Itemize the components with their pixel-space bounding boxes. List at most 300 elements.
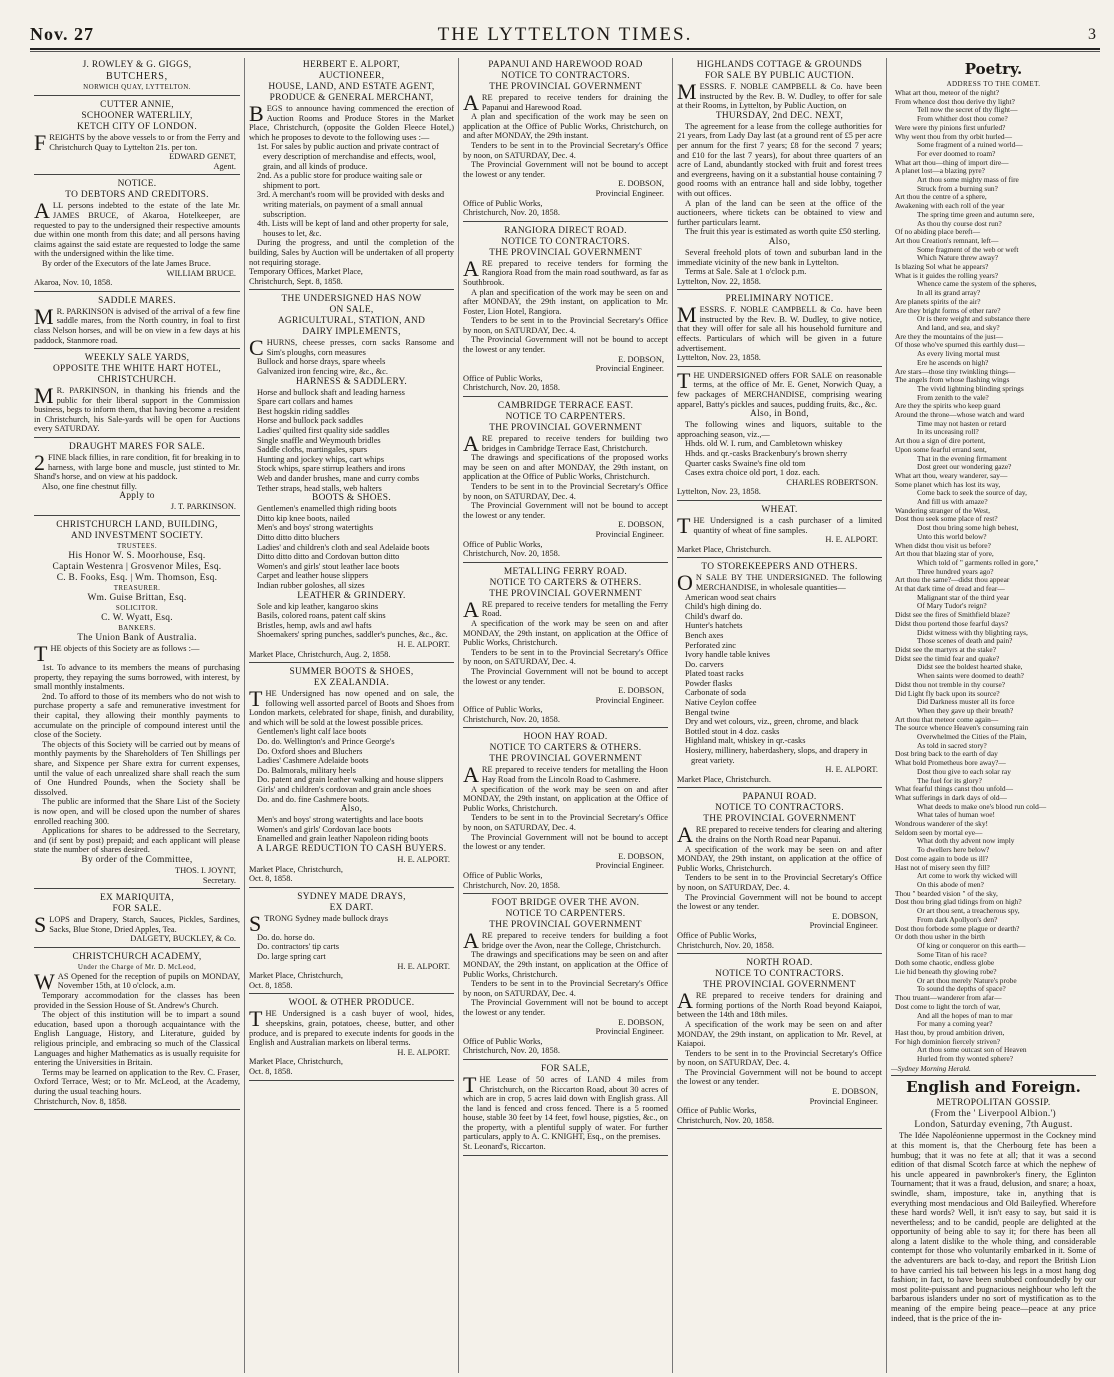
poem-line: The spring time green and autumn sere,: [917, 209, 1035, 219]
ad-heading: THE PROVINCIAL GOVERNMENT: [703, 980, 856, 991]
ad-draught-mares: [34, 440, 240, 516]
poem-line: From whither dost thou come?: [917, 114, 1008, 124]
poem-line: Or art thou merely Nature's probe: [917, 975, 1017, 985]
poem-line: Were were thy pinions first unfurled?: [895, 122, 1006, 132]
drop-cap: O: [677, 570, 693, 596]
ad-ex-mariquita: [34, 891, 240, 948]
list-line: Horse and bullock shaft and leading harness: [257, 387, 405, 397]
list-line: Horse and bullock pack saddles: [257, 416, 364, 426]
ad-body: ARE prepared to receive tenders for clearing and altering the drains on the North Road near Papanui.: [677, 822, 882, 848]
poem-line: Upon some fearful errand sent,: [895, 444, 987, 454]
ad-tender-6: [463, 896, 668, 1060]
ad-heading: SUMMER BOOTS & SHOES,: [289, 667, 414, 678]
poem-line: Whence came the system of the spheres,: [917, 279, 1037, 289]
ad-body: BEGS to announce having commenced the erection of Auction Rooms and Produce Stores in the Market Place, Christchurch, (opposite the Golden Fleece Hotel,) which he proposes to devote to the following uses :—: [249, 101, 454, 142]
drop-cap: M: [677, 79, 697, 104]
poem-line: And fill us with amaze?: [917, 497, 988, 507]
poem-line: Awakening with each roll of the year: [895, 201, 1005, 211]
poem-line: Dost thou bring some high behest,: [917, 523, 1019, 533]
list-line: Ditto ditto ditto bluchers: [257, 532, 340, 542]
ad-paragraph: The Provincial Government will not be bound to accept the lowest or any tender.: [463, 501, 668, 520]
poem-line: Time may not hasten or retard: [917, 418, 1007, 428]
list-line: Child's high dining do.: [685, 602, 762, 612]
ad-paragraph: The public are informed that the Share List of the Society is now open, and will be closed upon the number of shares enrolled reaching 300.: [34, 797, 240, 826]
poem-line: Art thou Creation's remnant, left—: [895, 235, 999, 245]
ad-signature-title: Provincial Engineer.: [595, 861, 664, 871]
ad-address: Office of Public Works,: [463, 871, 543, 880]
section-label: TRUSTEES.: [117, 542, 157, 551]
ad-date: Lyttelton, Nov. 23, 1858.: [677, 487, 761, 497]
ad-storekeepers: [677, 560, 882, 788]
ad-paragraph: Tenders to be sent in to the Provincial Secretary's Office by noon, on SATURDAY, Dec. 4.: [677, 1048, 882, 1068]
ad-body: MESSRS. F. NOBLE CAMPBELL & Co. have been instructed by the Rev. B. W. Dudley, to offer for sale at their Rooms, in Lyttelton, by Public Auction, on: [677, 79, 882, 111]
poem-line: From zenith to the vale?: [917, 392, 989, 402]
poem-line: Seldom seen by mortal eye—: [895, 827, 983, 837]
poem-line: Didst see the timid fear and quake?: [895, 653, 1000, 663]
ad-heading: NOTICE TO CARTERS & OTHERS.: [489, 577, 642, 588]
poem-line: When didst thou visit us before?: [895, 540, 991, 550]
ad-signature: J. T. PARKINSON.: [170, 502, 236, 512]
ad-signature-title: Provincial Engineer.: [595, 364, 664, 374]
ad-also: Also,: [340, 804, 363, 815]
ad-body: STRONG Sydney made bullock drays: [249, 910, 388, 936]
ad-heading: A LARGE REDUCTION TO CASH BUYERS.: [256, 844, 447, 854]
ad-body: FREIGHTS by the above vessels to or from the Ferry and Christchurch Quay to Lyttelton 21s. per ton.: [34, 130, 240, 155]
list-line: Men's and boys' strong watertights: [257, 523, 374, 533]
list-line: Women's and girls' stout leather lace boots: [257, 561, 400, 571]
poem-line: Didst see the boldest hearted shake,: [917, 662, 1023, 672]
list-line: 2nd. As a public store for produce waiting sale or shipment to port.: [257, 171, 423, 190]
drop-cap: C: [249, 335, 264, 361]
ad-address: Market Place, Christchurch,: [249, 971, 343, 981]
ad-land-for-sale: [463, 1062, 668, 1156]
ad-paragraph: Terms may be learned on application to the Rev. C. Fraser, Oxford Terrace, West; or to Mr. McLeod, at the Academy, during the usual teaching hours.: [34, 1067, 240, 1096]
list-line: Plated toast racks: [685, 669, 744, 679]
poem-line: What tales of human woe!: [917, 810, 995, 820]
ad-heading: HIGHLANDS COTTAGE & GROUNDS: [696, 60, 863, 70]
solicitor: C. W. Wyatt, Esq.: [101, 613, 173, 624]
ad-signature-title: Provincial Engineer.: [809, 1096, 878, 1106]
list-line: Men's and boys' strong watertights and lace boots: [257, 815, 424, 825]
poem-line: Hast thou, by proud ambition driven,: [895, 1027, 1005, 1037]
ad-heading: RANGIORA DIRECT ROAD.: [504, 225, 627, 236]
poem-line: Come back to seek the source of day,: [917, 488, 1027, 498]
list-line: American wood seat chairs: [685, 592, 776, 602]
drop-cap: F: [34, 130, 47, 155]
poem-line: Dost bring back to the earth of day: [895, 749, 998, 759]
poem-line: Didst see the martyrs at the stake?: [895, 645, 996, 654]
poem-line: Of no abiding place bereft—: [895, 227, 980, 237]
ad-signature: E. DOBSON,: [832, 911, 878, 921]
poem-line: Didst witness with thy blighting rays,: [917, 627, 1028, 637]
ad-heading: SYDNEY MADE DRAYS,: [297, 891, 406, 902]
list-line: Quarter casks Swaine's fine old tom: [685, 458, 806, 468]
list-line: Hunter's hatchets: [685, 621, 743, 631]
poem-line: Are planets spirits of the air?: [895, 296, 981, 306]
poem-line: Which Nature threw away?: [917, 253, 999, 263]
list-line: Hunting and jockey whips, cart whips: [257, 454, 384, 464]
poem-line: What bold Prometheus bore away?—: [895, 758, 1006, 768]
ad-heading: TO DEBTORS AND CREDITORS.: [65, 190, 209, 201]
poem-line: Struck from a burning sun?: [917, 183, 998, 193]
ad-date: Christchurch, Nov. 20, 1858.: [463, 880, 560, 890]
poem-line: In its unceasing roll?: [917, 427, 979, 437]
poem-source: —Sydney Morning Herald.: [891, 1064, 1096, 1077]
poem-line: Art thou a sign of dire portent,: [895, 436, 986, 446]
list-line: Do. Oxford shoes and Bluchers: [257, 746, 363, 756]
ad-tender-2: [463, 224, 668, 397]
ad-paragraph: The Provincial Government will not be bound to accept the lowest or any tender.: [463, 160, 668, 179]
list-line: Child's dwarf do.: [685, 611, 743, 621]
ad-body: ARE prepared to receive tenders for draining the Papanui and Harewood Road.: [463, 90, 668, 115]
ad-heading: THE PROVINCIAL GOVERNMENT: [489, 920, 642, 931]
ad-date: Christchurch, Nov. 20, 1858.: [677, 940, 774, 950]
ad-body: M R. PARKINSON, in thanking his friends and the public for their liberal support in the Commission business, begs to inform them, that having become a resident in Christchurch, his Sale-yards will be open for Auctions every SATURDAY.: [34, 383, 240, 434]
ad-paragraph: The Provincial Government will not be bound to accept the lowest or any tender.: [463, 335, 668, 355]
list-line: 4th. Lists will be kept of land and other property for sale, houses to let, &c.: [257, 219, 449, 238]
column-5: [886, 58, 1100, 1373]
poem-line: Are stars—those tiny twinkling things—: [895, 366, 1016, 376]
section-label: BANKERS.: [118, 624, 156, 633]
ad-paragraph: The Provincial Government will not be bound to accept the lowest or any tender.: [463, 832, 668, 852]
ad-date: Oct. 8, 1858.: [249, 980, 293, 990]
list-line: Ladies' Cashmere Adelaide boots: [257, 756, 369, 766]
ad-heading: HOON HAY ROAD.: [523, 732, 608, 743]
list-line: Dry and wet colours, viz., green, chrome, and black: [685, 717, 859, 727]
list-line: Web and dander brushes, mane and curry combs: [257, 474, 420, 483]
drop-cap: A: [677, 822, 693, 848]
ad-date: Christchurch, Nov. 20, 1858.: [463, 714, 560, 724]
list-line: Hhds. old W. I. rum, and Cambletown whiskey: [685, 439, 843, 449]
ad-heading: FOR SALE,: [540, 1063, 591, 1074]
list-line: Bench axes: [685, 630, 724, 640]
poem-line: Did Light fly back upon its source?: [895, 688, 1000, 698]
ad-paragraph: Also, one fine chestnut filly.: [42, 481, 137, 491]
ad-saddle-mares: [34, 294, 240, 349]
ad-paragraph: 1st. To advance to its members the means of purchasing property, they repaying the sums borrowed, with interest, by small monthly instalments.: [34, 663, 240, 692]
poem: [891, 89, 1096, 1064]
ad-body: CHURNS, cheese presses, corn sacks Ransome and Sim's ploughs, corn measures: [249, 335, 454, 361]
ad-heading: NORTH ROAD.: [746, 958, 813, 969]
list-line: Native Ceylon coffee: [685, 698, 757, 708]
ad-butchers: [34, 58, 240, 96]
poem-line: Art thou some mighty mass of fire: [917, 175, 1019, 185]
poetry-section-title: Poetry.: [964, 60, 1023, 78]
ad-address: Office of Public Works,: [463, 1036, 543, 1046]
ad-signature: EDWARD GENET,: [169, 152, 236, 162]
ad-date: Christchurch, Nov. 20, 1858.: [463, 208, 560, 218]
ad-heading: FOR SALE BY PUBLIC AUCTION.: [704, 71, 855, 81]
poem-line: Dost thou seek some place of rest?: [895, 514, 998, 524]
ad-paragraph: The drawings and specifications of the proposed works may be seen on and after MONDAY, the 29th instant, on application at the Office of Public Works, Christchurch.: [463, 453, 668, 482]
ad-christchurch-academy: [34, 950, 240, 1110]
ad-paragraph: 2nd. To afford to those of its members who do not wish to purchase property a safe and remunerative investment for their capital, they allowing their monthly payments to accumulate on the principle of compound interest until the close of the Society.: [34, 691, 240, 740]
poem-line: Did Darkness muster all its force: [917, 697, 1015, 707]
ad-heading: HARNESS & SADDLERY.: [295, 376, 407, 387]
poem-line: Dost thou give to each solar ray: [917, 766, 1011, 776]
poem-line: Dost come to light the torch of war,: [895, 1001, 1001, 1011]
poem-line: For high dominion fiercely striven?: [895, 1036, 1001, 1046]
ad-address: St. Leonard's, Riccarton.: [463, 1142, 546, 1152]
list-line: Do. patent and grain leather walking and house slippers: [257, 775, 444, 785]
ad-signature: DALGETY, BUCKLEY, & Co.: [130, 934, 236, 944]
ad-heading: AND INVESTMENT SOCIETY.: [70, 531, 204, 542]
list-line: Ivory handle table knives: [685, 650, 770, 660]
ad-signature-title: Provincial Engineer.: [809, 921, 878, 931]
poem-line: That in the evening firmament: [917, 453, 1007, 463]
poem-line: The vivid lightning blinding springs: [917, 383, 1024, 393]
list-line: Saddle cloths, martingales, spurs: [257, 445, 368, 455]
ad-signature-title: Provincial Engineer.: [595, 1027, 664, 1037]
drop-cap: A: [463, 431, 479, 457]
ad-signature-title: Secretary.: [202, 875, 236, 885]
list-line: Spare cart collars and hames: [257, 397, 353, 407]
poem-line: Art thou that meteor come again—: [895, 714, 999, 724]
ad-heading: NOTICE TO CARPENTERS.: [505, 909, 626, 920]
ad-heading: CHRISTCHURCH.: [97, 375, 177, 386]
ad-heading: NOTICE TO CONTRACTORS.: [715, 803, 844, 814]
ad-heading: THE PROVINCIAL GOVERNMENT: [489, 82, 642, 92]
ad-body: ARE prepared to receive tenders for building two bridges in Cambridge Terrace East, Christchurch.: [463, 431, 668, 457]
ad-wool-produce: [249, 996, 454, 1080]
poem-line: Hast not of misery seen thy fill?: [895, 862, 990, 872]
ad-date: Christchurch, Nov. 20, 1858.: [463, 383, 560, 393]
masthead: [30, 24, 1100, 46]
ad-heading: PAPANUI AND HAREWOOD ROAD: [488, 60, 643, 70]
ad-date: Oct. 8, 1858.: [249, 874, 293, 884]
ad-debtors-creditors: [34, 177, 240, 291]
list-line: 3rd. A merchant's room will be provided with desks and writing materials, on payment of a small annual subscription.: [257, 190, 445, 219]
list-line: Cases extra choice old port, 1 doz. each.: [685, 468, 820, 478]
ad-heading: PRODUCE & GENERAL MERCHANT,: [269, 93, 434, 103]
drop-cap: T: [677, 367, 691, 393]
poem-line: To sound the depths of space?: [917, 984, 1006, 994]
ad-paragraph: The objects of this Society will be carried out by means of monthly payments by the Shareholders of Ten Shillings per share, and Sixpence per Share extra for current expenses, until the value of each unrealized share shall reach the sum of One Hundred Pounds, when the Society shall be dissolved.: [34, 739, 240, 797]
list-line: Ladies' quilted first quality side saddles: [257, 426, 390, 436]
poem-line: Art thou some outcast son of Heaven: [917, 1045, 1027, 1055]
ad-paragraph: The Provincial Government will not be bound to accept the lowest or any tender.: [463, 666, 668, 686]
ad-papanui-road: [677, 790, 882, 954]
ad-signature: E. DOBSON,: [618, 354, 664, 364]
column-1: [30, 58, 244, 1373]
ad-body: ARE prepared to receive tenders for metalling the Ferry Road.: [463, 596, 668, 622]
ad-body: ALL persons indebted to the estate of the late Mr. JAMES BRUCE, of Akaroa, Hotelkeeper, are requested to pay to the undersigned their respective amounts due within one month from this date; and all persons having claims against the said estate are requested to lodge the same with the undersigned within the like time.: [34, 198, 240, 259]
poem-line: In all its grand array?: [917, 288, 981, 298]
list-line: Hosiery, millinery, haberdashery, slops, and drapery in great variety.: [685, 746, 868, 765]
ad-signature-title: Provincial Engineer.: [595, 529, 664, 539]
list-line: Tether straps, head stalls, web halters: [257, 483, 382, 493]
poem-line: What art thou, meteor of the night?: [895, 88, 1000, 97]
issue-date: Nov. 27: [30, 24, 95, 44]
section-label: TREASURER.: [113, 584, 161, 593]
poem-line: Is blazing Sol what he appears?: [895, 262, 989, 272]
drop-cap: T: [463, 1071, 477, 1097]
ad-signature: E. DOBSON,: [618, 686, 664, 696]
ad-body: THE Undersigned is a cash purchaser of a limited quantity of wheat of fine samples.: [677, 512, 882, 538]
ad-date: Christchurch, Nov. 20, 1858.: [463, 549, 560, 559]
list-line: Galvanized iron fencing wire, &c., &c.: [257, 367, 388, 377]
ad-date: Market Place, Christchurch, Aug. 2, 1858.: [249, 649, 391, 659]
ad-cutter-annie: [34, 98, 240, 175]
list-line: Do. do. Wellington's and Prince George's: [257, 737, 395, 747]
ad-body: THE UNDERSIGNED offers FOR SALE on reasonable terms, at the office of Mr. E. Genet, Norwich Quay, a few packages of MERCHANDISE, comprising wearing apparel, Batty's pickles and sauces, pudding fruits, &c., &c.: [677, 367, 882, 409]
ad-signature: E. DOBSON,: [618, 179, 664, 189]
ad-body: M R. PARKINSON is advised of the arrival of a few fine saddle mares, from the North country, in foal to first class Nelson horses, and will be on view in a few days at his paddock, Stanmore road.: [34, 303, 240, 345]
ad-signature-title: Provincial Engineer.: [595, 188, 664, 198]
ad-heading: THE UNDERSIGNED HAS NOW: [281, 294, 422, 305]
ad-heading: EX DART.: [329, 902, 374, 913]
poem-line: Didst thou portend those fearful days?: [895, 618, 1009, 628]
list-line: Shoemakers' spring punches, saddler's punches, &c., &c.: [257, 630, 448, 640]
ad-paragraph: Tenders to be sent in to the Provincial Secretary's Office by noon, on SATURDAY, Dec. 4.: [463, 979, 668, 998]
ad-paragraph: The Provincial Government will not be bound to accept the lowest or any tender.: [677, 892, 882, 912]
list-line: 1st. For sales by public auction and private contract of every description of merchandise and effects, wool, grain, and all kinds of produce.: [257, 142, 439, 171]
ad-paragraph: By order of the Committee,: [81, 854, 193, 865]
drop-cap: T: [34, 641, 48, 667]
drop-cap: A: [463, 255, 479, 281]
poem-line: From whence dost thou derive thy light?: [895, 96, 1015, 106]
ad-signature: H. E. ALPORT.: [397, 855, 450, 864]
ad-heading: THE PROVINCIAL GOVERNMENT: [489, 423, 642, 434]
poem-line: What deeds to make one's blood run cold—: [917, 801, 1047, 811]
ad-date: Market Place, Christchurch.: [677, 774, 771, 784]
poem-line: Are they the mountains of the just—: [895, 331, 1003, 341]
ad-tender-3: [463, 399, 668, 563]
ad-paragraph: The fruit this year is estimated as worth quite £50 sterling.: [685, 227, 881, 237]
poem-line: What doth thy advent now imply: [917, 836, 1015, 846]
article-heading: METROPOLITAN GOSSIP.: [936, 1098, 1051, 1109]
poem-line: What art thou—thing of import dire—: [895, 157, 1009, 167]
poem-line: A planet lost—a blazing pyre?: [895, 166, 985, 176]
ad-address: Office of Public Works,: [463, 198, 543, 208]
poem-line: For many a coming year?: [917, 1019, 993, 1029]
ad-heading: J. ROWLEY & G. GIGGS,: [82, 60, 192, 70]
ad-merchandise-bond: [677, 369, 882, 501]
column-2: [244, 58, 458, 1373]
list-line: Do. large spring cart: [257, 951, 326, 961]
ad-paragraph: The drawings and specifications may be seen on and after MONDAY, the 29th instant, on application at the Office of Public Works, Christchurch.: [463, 950, 668, 979]
newspaper-title: THE LYTTELTON TIMES.: [437, 24, 693, 45]
ad-paragraph: A specification of the work may be seen on and after MONDAY, the 29th instant, on application at the Office of Public Works, Christchurch.: [463, 618, 668, 648]
page-number: 3: [1088, 26, 1096, 43]
ad-heading: SADDLE MARES.: [98, 295, 176, 306]
poem-line: Are they the spirits who keep guard: [895, 401, 1001, 411]
ad-date: Lyttelton, Nov. 22, 1858.: [677, 276, 761, 286]
poem-line: Dost thou bring glad tidings from on high?: [895, 897, 1022, 907]
list-line: Do. and do. fine Cashmere boots.: [257, 794, 370, 804]
poem-line: Or is there weight and substance there: [917, 314, 1030, 324]
poem-line: Dost come again to bode us ill?: [895, 853, 989, 863]
ad-paragraph: During the progress, and until the completion of the building, Sales by Auction will be undertaken of all property not requiring storage.: [249, 238, 454, 267]
ad-tender-5: [463, 730, 668, 894]
ad-body: ARE prepared to receive tenders for building a foot bridge over the Avon, near the College, Christchurch.: [463, 928, 668, 954]
poem-line: For ever doomed to roam?: [917, 148, 996, 158]
list-line: Best hogskin riding saddles: [257, 406, 350, 416]
ad-paragraph: Applications for shares to be addressed to the Secretary, and (if sent by post) prepaid; and each applicant will please state the number of shares desired.: [34, 826, 240, 855]
drop-cap: 2: [34, 450, 45, 476]
ad-heading: WEEKLY SALE YARDS,: [84, 353, 190, 364]
list-line: Perforated zinc: [685, 640, 736, 650]
ad-heading: NOTICE TO CONTRACTORS.: [715, 969, 844, 980]
ad-paragraph: Tenders to be sent in to the Provincial Secretary's Office by noon, on SATURDAY, Dec. 4.: [463, 140, 668, 160]
poem-line: Art come to work thy wicked will: [917, 871, 1018, 881]
list-line: Gentlemen's enamelled thigh riding boots: [257, 504, 397, 514]
ad-date: Oct. 8, 1858.: [249, 1066, 293, 1076]
ad-address: Office of Public Works,: [463, 373, 543, 383]
ad-subheading: Under the Charge of Mr. D. McLeod,: [77, 962, 197, 971]
list-line: Bristles, hemp, awls and awl hafts: [257, 620, 372, 630]
ad-body: WAS Opened for the reception of pupils on MONDAY, November 15th, at 10 o'clock, a.m.: [34, 968, 240, 994]
treasurer: Wm. Guise Brittan, Esq.: [87, 593, 187, 604]
ad-paragraph: Tenders to be sent in to the Provincial Secretary's Office by noon, on SATURDAY, Dec. 4.: [677, 873, 882, 892]
ad-date: Christchurch, Nov. 8, 1858.: [34, 1096, 127, 1106]
ad-heading: BUTCHERS,: [106, 71, 168, 82]
ad-tender-4: [463, 565, 668, 729]
list-line: Bengal twine: [685, 707, 730, 717]
ad-heading: OPPOSITE THE WHITE HART HOTEL,: [52, 364, 222, 375]
ad-land-society: [34, 518, 240, 889]
ad-date: Market Place, Christchurch.: [677, 544, 771, 554]
list-line: Gentlemen's light calf lace boots: [257, 727, 367, 737]
drop-cap: A: [463, 762, 479, 788]
drop-cap: T: [677, 512, 691, 538]
ad-heading: NOTICE TO CONTRACTORS.: [501, 236, 630, 247]
trustee: His Honor W. S. Moorhouse, Esq.: [68, 551, 206, 562]
poem-line: Which told of " garments rolled in gore,": [917, 557, 1039, 567]
list-line: Basils, colored roans, patent calf skins: [257, 611, 386, 621]
ad-heading: THE PROVINCIAL GOVERNMENT: [703, 814, 856, 825]
poem-line: Dost greet our wondering gaze?: [917, 462, 1012, 472]
poem-line: Are they bright forms of ether rare?: [895, 305, 1001, 315]
poem-line: To dwellers here below?: [917, 845, 990, 855]
poem-line: Wondrous wanderer of the sky!: [895, 819, 988, 829]
ad-heading: TO STOREKEEPERS AND OTHERS.: [701, 562, 858, 573]
poem-line: Some fragment of a ruined world—: [917, 140, 1023, 150]
poem-line: Three hundred years ago?: [917, 566, 994, 576]
list-line: Powder flasks: [685, 678, 733, 688]
ad-heading: METALLING FERRY ROAD.: [503, 566, 628, 577]
drop-cap: S: [249, 910, 262, 936]
poem-line: Some planet which has lost its way,: [895, 479, 1001, 489]
ad-heading: PRELIMINARY NOTICE.: [725, 294, 834, 305]
ad-body: THE objects of this Society are as follows :—: [34, 641, 200, 667]
column-4: [672, 58, 886, 1373]
ad-paragraph: A specification of the work may be seen on and after MONDAY, the 29th instant, on application to Mr. Revel, at Kaiapoi.: [677, 1019, 882, 1049]
ad-signature: E. DOBSON,: [618, 851, 664, 861]
article-dateline: London, Saturday evening, 7th August.: [914, 1120, 1073, 1131]
ad-preliminary-notice: [677, 292, 882, 367]
poem-line: Didst see the fires of Smithfield blaze?: [895, 610, 1010, 620]
ad-paragraph: A plan of the land can be seen at the office of the auctioneers, where tickets can be obtained to view and further particulars learnt.: [677, 198, 882, 227]
trustee: C. B. Fooks, Esq. | Wm. Thomson, Esq.: [56, 573, 218, 584]
poem-line: Tell now the secret of thy flight—: [917, 105, 1018, 115]
list-line: Do. Balmorals, military heels: [257, 765, 356, 775]
poem-line: At that dark time of dread and fear—: [895, 584, 1005, 594]
ad-paragraph: The agreement for a lease from the college authorities for 21 years, from Lady Day last (at a ground rent of £5 per acre per annum for the first 7 years; £8 for the second 7 years; and £10 for the last 7 years), for about three quarters of an acre of Land, abundantly stocked with fruit and forest trees and evergreens, having on it a substantial house containing 7 good rooms with an entrance hall and side lobby, together with out offices.: [677, 121, 882, 198]
drop-cap: A: [463, 596, 479, 622]
poem-line: As every living mortal must: [917, 349, 1000, 359]
poem-line: The angels from whose flashing wings: [895, 375, 1010, 385]
columns: [30, 58, 1100, 1373]
poem-line: Art thou that blazing star of yore,: [895, 549, 994, 559]
drop-cap: M: [34, 383, 54, 409]
drop-cap: M: [677, 302, 697, 328]
ad-signature: H. E. ALPORT.: [825, 535, 878, 545]
ad-address: Market Place, Christchurch,: [249, 864, 343, 874]
ad-body: ARE prepared to receive tenders for metalling the Hoon Hay Road from the Lincoln Road to Cashmere.: [463, 762, 668, 788]
ad-body: 2 FINE black fillies, in rare condition, fit for breaking in to harness, with large bone and muscle, just stinted to Mr. Shand's horse, and on view at his paddock.: [34, 450, 240, 482]
ad-sydney-drays: [249, 890, 454, 995]
